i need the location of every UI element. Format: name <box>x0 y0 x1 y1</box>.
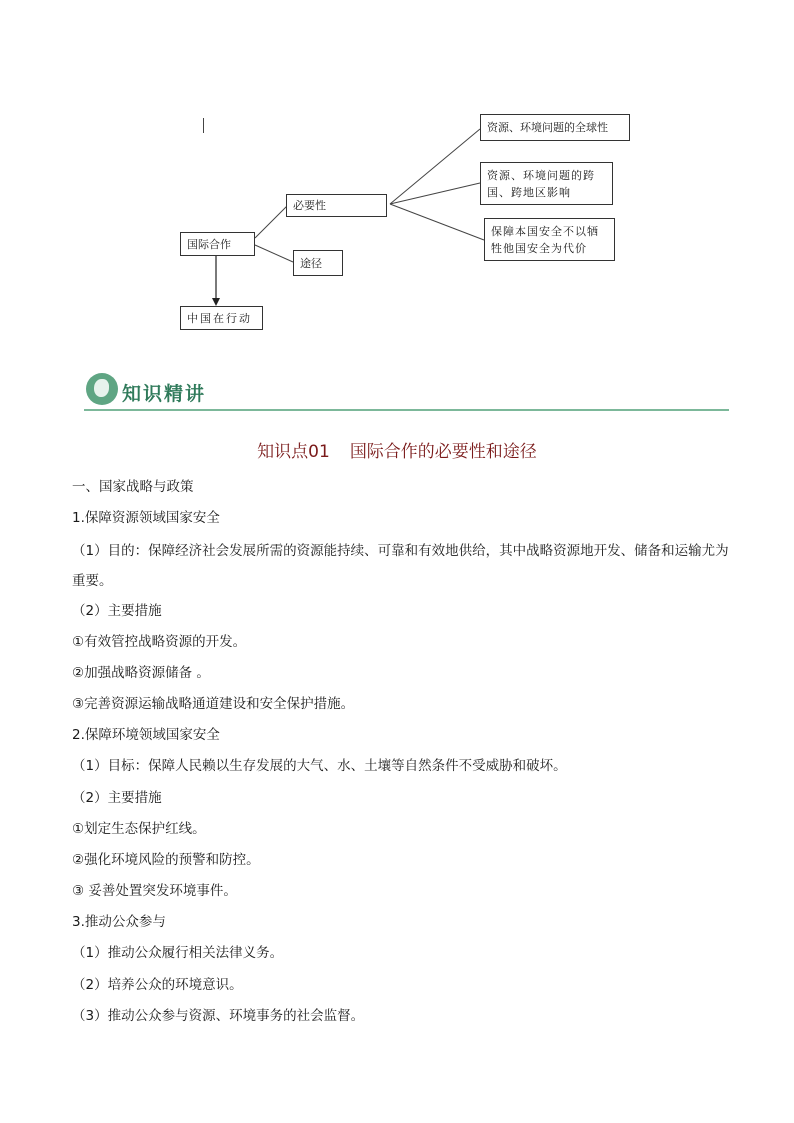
list-item: ①划定生态保护红线。 <box>72 821 206 837</box>
node-reason-global <box>480 114 630 141</box>
subheading-environment-security: 2.保障环境领域国家安全 <box>72 727 220 743</box>
banner-divider <box>84 409 729 411</box>
subheading-public-participation: 3.推动公众参与 <box>72 914 166 930</box>
banner-title: 知识精讲 <box>122 383 207 405</box>
heading-national-strategy: 一、国家战略与政策 <box>72 479 194 495</box>
list-item: ②强化环境风险的预警和防控。 <box>72 852 260 868</box>
subheading-resource-security: 1.保障资源领域国家安全 <box>72 510 220 526</box>
node-china-in-action <box>180 306 263 330</box>
node-reason-security <box>484 218 615 261</box>
section-heading <box>0 437 794 462</box>
list-item: ③ 妥善处置突发环境事件。 <box>72 883 237 899</box>
list-item: （3）推动公众参与资源、环境事务的社会监督。 <box>72 1008 365 1024</box>
globe-icon <box>86 373 118 405</box>
paragraph-environment-measures: （2）主要措施 <box>72 790 162 806</box>
connector-necessity-reason3 <box>390 204 484 240</box>
node-reason-cross-border <box>480 162 613 205</box>
node-label: 保障本国安全不以牺牲他国安全为代价 <box>491 224 599 255</box>
section-title-text: 国际合作的必要性和途径 <box>349 442 537 462</box>
paragraph-resource-measures: （2）主要措施 <box>72 603 162 619</box>
node-necessity <box>286 194 387 217</box>
node-label: 途径 <box>300 256 322 270</box>
connector-necessity-reason1 <box>390 129 480 204</box>
list-item: （2）培养公众的环境意识。 <box>72 977 243 993</box>
diagram-connectors <box>0 0 794 340</box>
paragraph-environment-goal: （1）目标：保障人民赖以生存发展的大气、水、土壤等自然条件不受威胁和破坏。 <box>72 758 567 774</box>
list-item: ③完善资源运输战略通道建设和安全保护措施。 <box>72 696 355 712</box>
arrowhead-icon <box>212 298 220 306</box>
list-item: ①有效管控战略资源的开发。 <box>72 634 247 650</box>
connector-root-approach <box>255 245 293 262</box>
node-label: 资源、环境问题的全球性 <box>487 121 608 134</box>
list-item: ②加强战略资源储备 。 <box>72 665 210 681</box>
node-label: 必要性 <box>293 199 326 212</box>
knowledge-banner <box>84 370 729 412</box>
connector-root-necessity <box>255 206 287 238</box>
section-code: 知识点01 <box>257 442 330 462</box>
list-item: （1）推动公众履行相关法律义务。 <box>72 945 284 961</box>
node-label: 中国在行动 <box>187 311 252 325</box>
node-label: 资源、环境问题的跨国、跨地区影响 <box>487 168 595 199</box>
paragraph-resource-goal: （1）目的：保障经济社会发展所需的资源能持续、可靠和有效地供给，其中战略资源地开发、储备和运输尤为重要。 <box>72 543 729 589</box>
node-label: 国际合作 <box>187 237 231 251</box>
connector-necessity-reason2 <box>390 183 480 204</box>
node-approach <box>293 250 343 276</box>
node-international-cooperation <box>180 232 255 256</box>
